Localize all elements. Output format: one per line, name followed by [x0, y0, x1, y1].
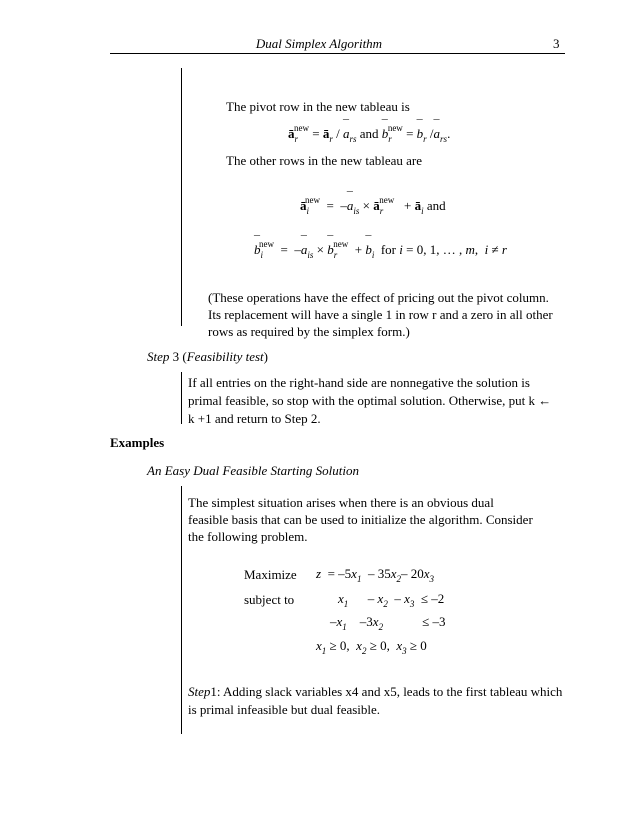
other-rows-text: The other rows in the new tableau are — [226, 153, 423, 168]
objective-function: $z = -5x_1 - 35x_2-$ $20x_3$ — [316, 566, 434, 584]
step1-body: 1: Adding slack variables x4 and x5, leads to the first tableau which is primal infeasible but dual feasible. — [188, 684, 563, 717]
running-header-title: Dual Simplex Algorithm — [255, 36, 383, 51]
step3-heading — [147, 348, 268, 365]
page-number: 3 — [553, 36, 560, 51]
example-intro: The simplest situation arises when there is an obvious dual feasible basis that can be used to initialize the algorithm. Consider the following problem. — [188, 495, 533, 544]
step3-name: Feasibility test — [186, 349, 264, 364]
step1-text — [188, 683, 563, 719]
pivot-row-text: The pivot row in the new tableau is — [226, 99, 410, 114]
constraint-2: $-x_1$ $-3x_2$ ≤ –3 — [330, 614, 446, 632]
pricing-note: (These operations have the effect of pricing out the pivot column. Its replacement will have a single 1 in row r and a zero in all other rows as required by the simplex form.) — [208, 290, 553, 339]
step3-number: 3 ( — [169, 349, 187, 364]
other-rows-equation-b: ¯ $b_i^{new}$ = –¯ $a_{is}$ × ¯ $b_r^{new}$ + ¯ $b_i$ for i = 0, 1, … , m, i ≠ r — [254, 242, 507, 258]
constraint-1: $x_1$ – $x_2 - x_3 \le -2$ — [338, 591, 445, 609]
pivot-row-equation: $ā_r^{new}$ = $ā_r$ / ¯ $a_{rs}$ and ¯ $b_r^{new}$ = ¯ $b_r$ /¯ $a_{rs}$. — [288, 126, 450, 142]
nonnegativity-constraints: $x_1 \ge 0$, $x_2 \ge 0$, $x_3 \ge 0$ — [316, 638, 427, 656]
left-margin-bar-example — [181, 486, 182, 734]
step1-label: Step — [188, 684, 211, 699]
left-margin-bar-step3 — [181, 372, 182, 424]
subject-to-label: subject to — [244, 592, 295, 607]
step3-text: If all entries on the right-hand side are nonnegative the solution is primal feasible, so stop with the optimal solution. Otherwise, put k ← k +1 and return to Step 2. — [188, 375, 552, 426]
other-rows-equation-a: $ā_i^{new}$ = –¯ $a_{is}$ × $ā_r^{new}$ + $ā_i$ and — [300, 198, 446, 214]
example-subheading: An Easy Dual Feasible Starting Solution — [147, 463, 359, 478]
step3-label: Step — [147, 349, 170, 364]
maximize-label: Maximize — [244, 567, 297, 582]
examples-heading: Examples — [110, 435, 165, 450]
header-rule — [110, 53, 565, 54]
step3-close: ) — [263, 349, 268, 364]
left-margin-bar-top — [181, 68, 182, 326]
